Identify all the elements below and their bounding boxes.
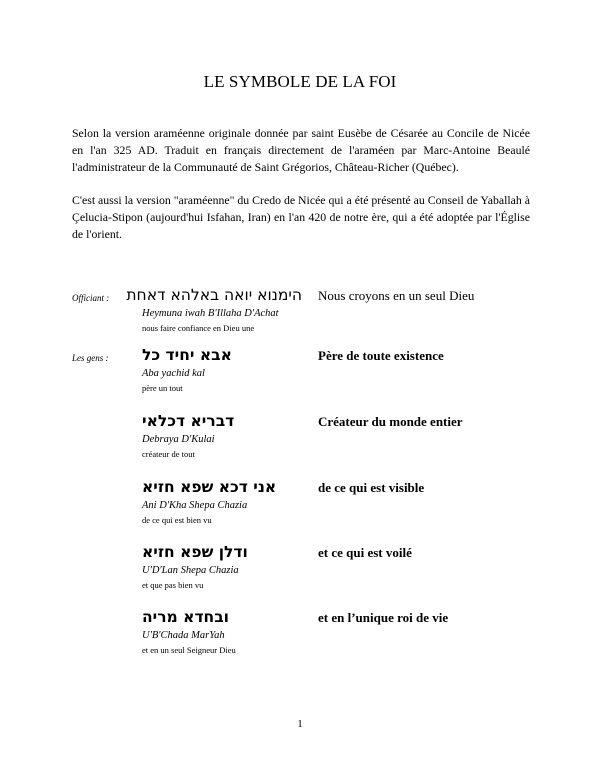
verse-4 (0, 478, 600, 542)
literal-translation: nous faire confiance en Dieu une (142, 323, 255, 333)
aramaic-text: אני דכא שפא חזיא (142, 478, 277, 496)
literal-translation: créateur de tout (142, 449, 195, 459)
intro-paragraph-1: Selon la version araméenne originale donnée par saint Eusèbe de Césarée au Concile de Nicée en l'an 325 AD. Traduit en français directement de l'araméen par Marc-Antoine Beaulé l'administrateur de la Communauté de Saint Grégorios, Château-Richer (Québec). (72, 126, 530, 174)
literal-translation: et que pas bien vu (142, 580, 204, 590)
verse-6 (0, 608, 600, 672)
literal-translation: de ce qui est bien vu (142, 515, 212, 525)
french-translation: Créateur du monde entier (318, 414, 463, 429)
aramaic-text: אבא יחיד כל (142, 346, 232, 364)
transliteration: U'D'Lan Shepa Chazia (142, 565, 239, 576)
page-title: LE SYMBOLE DE LA FOI (203, 72, 397, 91)
speaker-label: Les gens : (72, 353, 109, 363)
aramaic-text: ובחדא מריה (142, 608, 229, 626)
french-translation: et en l’unique roi de vie (318, 610, 449, 625)
french-translation: de ce qui est visible (318, 480, 425, 495)
verse-3 (0, 412, 600, 476)
transliteration: U'B'Chada MarYah (142, 630, 225, 641)
verse-2 (0, 346, 600, 410)
literal-translation: et en un seul Seigneur Dieu (142, 645, 236, 655)
aramaic-text: דבריא דכלאי (142, 412, 235, 430)
literal-translation: père un tout (142, 383, 183, 393)
verse-1 (0, 286, 600, 350)
transliteration: Ani D'Kha Shepa Chazia (142, 500, 248, 511)
page-number: 1 (297, 718, 303, 730)
transliteration: Debraya D'Kulai (142, 434, 215, 445)
aramaic-text: ודלן שפא חזיא (142, 543, 248, 561)
transliteration: Heymuna iwah B'Illaha D'Achat (142, 308, 279, 319)
speaker-label: Officiant : (72, 293, 110, 303)
french-translation: et ce qui est voilé (318, 545, 412, 560)
aramaic-text: הימנוא יואה באלהא דאחת (126, 286, 302, 304)
french-translation: Père de toute existence (318, 348, 444, 363)
transliteration: Aba yachid kal (142, 368, 205, 379)
french-translation: Nous croyons en un seul Dieu (318, 288, 475, 303)
intro-paragraph-2: C'est aussi la version "araméenne" du Credo de Nicée qui a été présenté au Conseil de Yaballah à Çelucia-Stipon (aujourd'hui Isfahan, Iran) en l'an 420 de notre ère, qui a été adoptée par l'Église de l'orient. (72, 193, 530, 241)
verse-5 (0, 543, 600, 607)
